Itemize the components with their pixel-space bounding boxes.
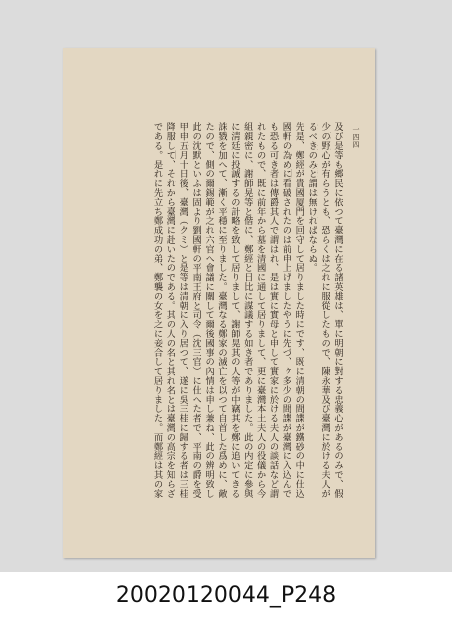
text-column-3: るべきのみと謂は無ければならぬ。: [306, 122, 318, 273]
text-column-9: に淸廷に投誠するの計略を致して居りまして、謝師晃其の人等が中竊其を鄭に追いてきる: [228, 122, 240, 498]
text-column-2: 少の野心が有らうとも、恐らくは之れに服從したもので、陳永華及び臺灣に於ける夫人が: [319, 122, 331, 498]
text-column-7: れたもので、既に前年から墓を清國に通して居りまして、更に臺灣本土夫人の役儀から今: [254, 122, 266, 498]
book-page: [63, 48, 375, 558]
text-column-8: 組親密に、謝師晃等と偕に、鄭經と日比に謀議する如き者でありました。此の内定に參與: [241, 122, 253, 498]
text-column-14: 降服して、それから臺灣に赴いたのである。其の人の名と其れ名とは臺灣の高宗を知らざ: [164, 122, 176, 498]
text-column-13: 甲申五月十日後、臺灣（クミ）と是等は清朝に入り居つて、遂に吳三桂に歸する者は三桂: [177, 122, 189, 498]
text-column-5: 國軒の為めに看破されたのは前申上げましたやうに先づ、ヶ多少の間諜が臺灣に入込んで: [280, 122, 292, 498]
text-column-11: たので、側の爾錫範が之れ六官へ會議に關して爾後國事の內情は申し兼ね、此の辨明致し: [203, 122, 215, 498]
scan-id-caption: 20020120044_P248: [115, 583, 337, 608]
vertical-text-block: [85, 122, 343, 504]
text-column-10: 誅戮を加へて、漸く平穩に至りました。臺灣なる鄭家の滅亡を以つて自首した爲めに、敵: [215, 122, 227, 498]
page-number: 一四四: [352, 126, 360, 149]
text-column-1: 及び是等も郷民に依つて臺灣に在る諸英雄は、單に明朝に對する忠義心があるのみで、假: [332, 122, 343, 498]
text-column-4: 先是、鄭經が貴國厦門を回守して居りました時にです、既に清朝の間諜が鐵砂の中に仕込: [293, 122, 305, 498]
text-column-15: である。是れに先立ち鄭成功の弟、鄭襲の女を之に妾合して居りました。而鄭經は其の家: [151, 122, 163, 498]
text-column-6: も恐る可き者は傳爵其人で謂はれ、是は實に實母と申して實家に於ける夫人の談話など謂: [267, 122, 279, 498]
text-column-12: 此の沈默といふは固より劉國軒の平南王府と司令（沈三官）に仕へた者で、平南の爵を受: [190, 122, 202, 498]
